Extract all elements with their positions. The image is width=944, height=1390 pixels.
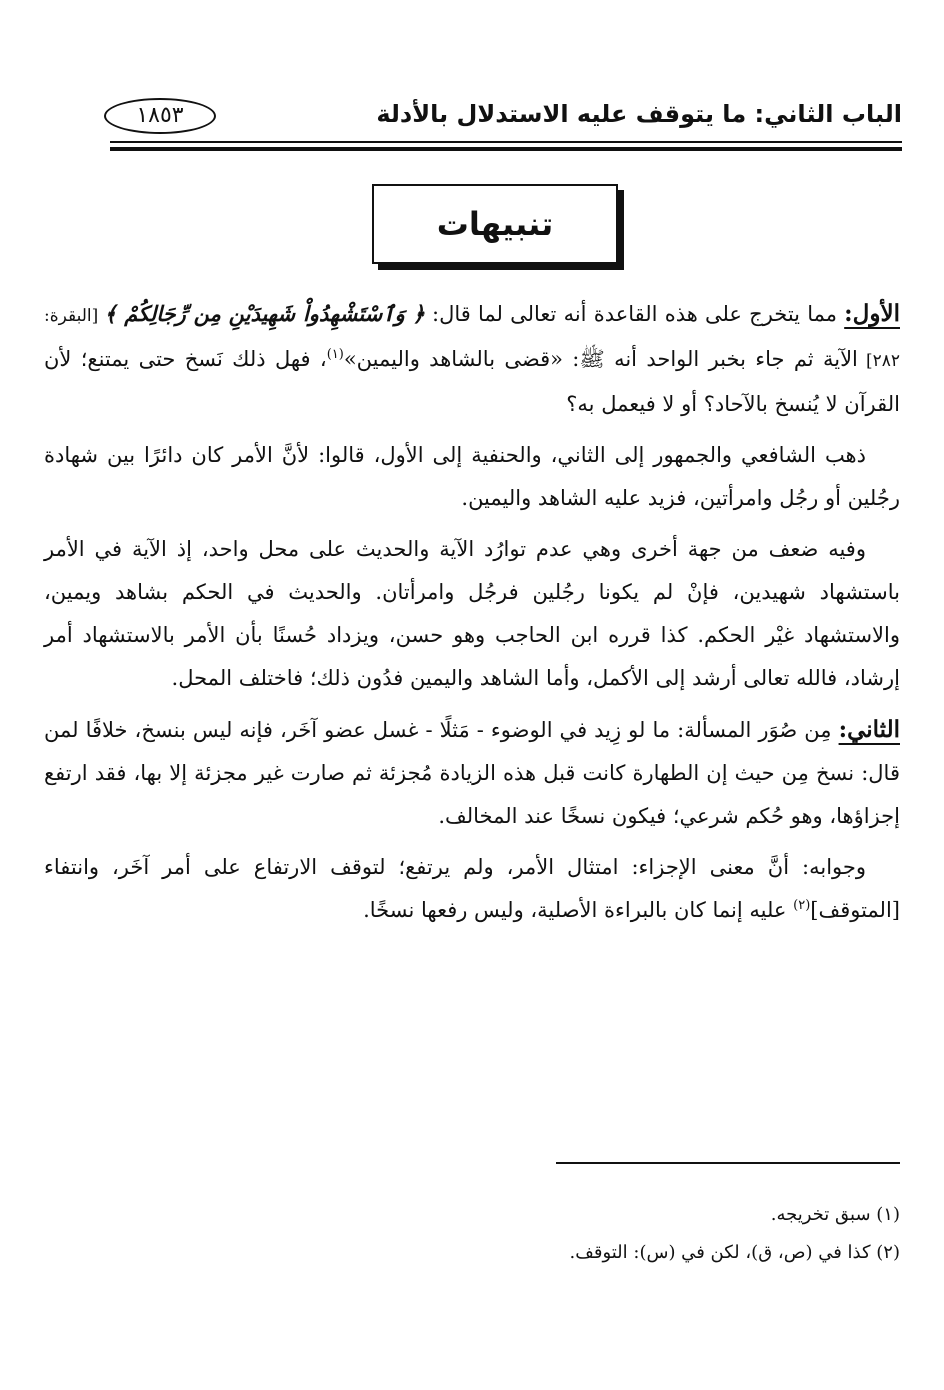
paragraph-fourth — [44, 708, 900, 838]
paragraph-first-text-2: الآية ثم جاء بخبر الواحد أنه ﷺ: «قضى بالشاهد واليمين» — [343, 347, 858, 371]
section-title: تنبيهات — [436, 205, 554, 243]
paragraph-first-text-1: مما يتخرج على هذه القاعدة أنه تعالى لما قال: — [424, 302, 845, 326]
paragraph-fifth-text-1: وجوابه: أنَّ معنى الإجزاء: امتثال الأمر، ولم يرتفع؛ لتوقف الارتفاع على أمر آخَر، وانتفاء [المتوقف] — [44, 855, 900, 922]
section-title-box — [372, 184, 618, 264]
footnote-marker-2: (٢) — [793, 898, 811, 913]
footnotes — [44, 1196, 900, 1272]
footnote-2: (٢) كذا في (ص، ق)، لكن في (س): التوقف. — [569, 1242, 900, 1263]
running-title: الباب الثاني: ما يتوقف عليه الاستدلال بالأدلة — [376, 100, 902, 128]
paragraph-first — [44, 292, 900, 426]
lead-first: الأول: — [844, 300, 900, 327]
header-rule-thin — [110, 141, 902, 143]
body-text — [44, 292, 900, 940]
footnote-separator — [556, 1162, 900, 1164]
paragraph-first-text-3: ، فهل ذلك نَسخ حتى يمتنع؛ لأن القرآن لا يُنسخ بالآحاد؟ أو لا فيعمل به؟ — [44, 347, 900, 416]
paragraph-third: وفيه ضعف من جهة أخرى وهي عدم توارُد الآية والحديث على محل واحد، إذ الآية في الأمر باستشهاد شهيدين، فإنْ لم يكونا رجُلين فرجُل وامرأتان. والحديث في الحكم بشاهد ويمين، والاستشهاد غيْر الحكم. كذا قرره ابن الحاجب وهو حسن، ويزداد حُسنًا بأن الأمر بالاستشهاد أمر إرشاد، فالله تعالى أرشد إلى الأكمل، وأما الشاهد واليمين فدُون ذلك؛ فاختلف المحل. — [44, 537, 900, 690]
verse-reference: [البقرة: ٢٨٢] — [44, 306, 900, 371]
paragraph-second: ذهب الشافعي والجمهور إلى الثاني، والحنفية إلى الأول، قالوا: لأنَّ الأمر كان دائرًا بين شهادة رجُلين أو رجُل وامرأتين، فزيد عليه الشاهد واليمين. — [44, 443, 900, 510]
lead-second: الثاني: — [838, 716, 900, 743]
paragraph-fifth-text-2: عليه إنما كان بالبراءة الأصلية، وليس رفعها نسخًا. — [363, 898, 794, 922]
paragraph-fourth-text: مِن صُوَر المسألة: ما لو زِيد في الوضوء - مَثلًا - غسل عضو آخَر، فإنه ليس بنسخ، خلافًا لمن قال: نسخ مِن حيث إن الطهارة كانت قبل هذه الزيادة مُجزئة ثم صارت غير مجزئة إلا بها، فقد ارتفع إجزاؤها، وهو حُكم شرعي؛ فيكون نسخًا عند المخالف. — [44, 718, 900, 828]
footnote-1: (١) سبق تخريجه. — [770, 1204, 900, 1225]
paragraph-fifth — [44, 846, 900, 932]
footnote-marker-1: (١) — [326, 347, 344, 362]
page-number: ١٨٥٣ — [104, 98, 216, 134]
quran-verse: ﴿ وَٱسْتَشْهِدُواْ شَهِيدَيْنِ مِن رِّجَالِكُمْ ﴾ — [104, 301, 425, 326]
header-rule-thick — [110, 147, 902, 151]
